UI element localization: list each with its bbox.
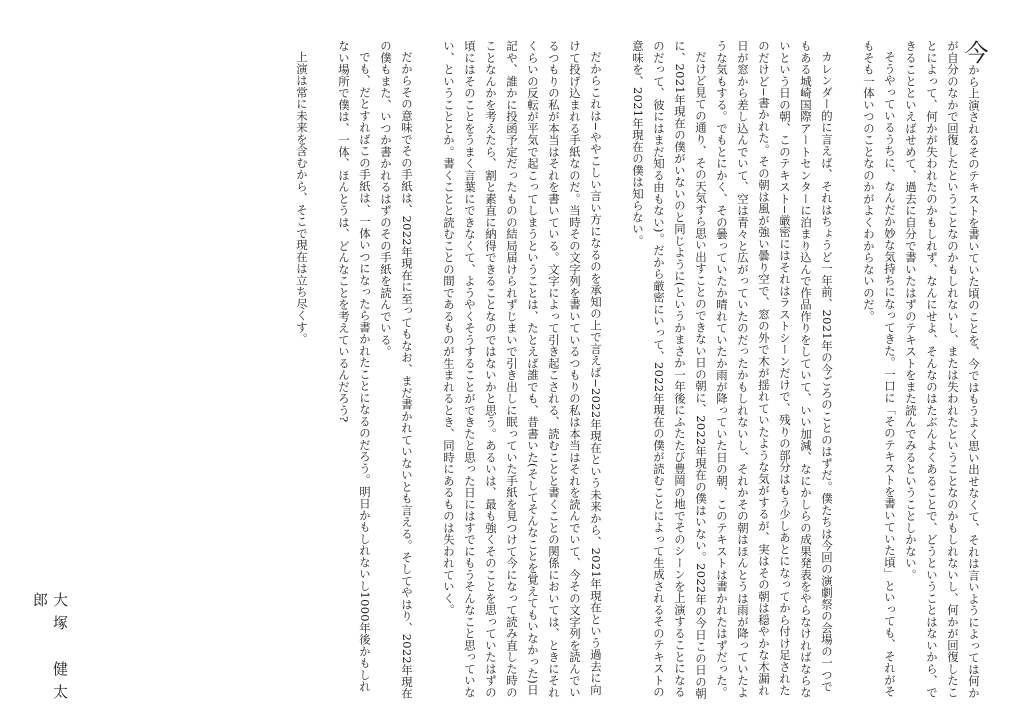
author-signature: 大塚 健太郎 [31, 592, 69, 707]
paragraph-3: カレンダー的に言えば、それはちょうど一年前、2021年の今ごろのことのはずだ。僕たちは今回の演劇祭の会場の一つでもある城崎国際アートセンターに泊まり込んで作品作りをしていて、いい加減、なにかしらの成果発表をやらなければならないという日の朝、このテキスト−厳密にはそれはラストシーンだけで、残りの部分はもう少しあとになってから付け足されたのだけど−書かれた。その朝は風が強い曇り空で、窓の外で木が揺れていたような気がするが、実はその朝は穏やかな木漏れ日が窓から差し込んでいて、空は青々と広がっていたのだったかもしれないし、それかその朝はほんとうは雨が降っていたような気もする。でもとにかく、その曇っていたか晴れていたか雨が降っていた日の朝、このテキストは書かれたはずだった。 [715, 40, 834, 698]
paragraph-1-text: から上演されるそのテキストを書いていた頃のことを、今ではもうよく思い出せなくて、それは言いようによっては何かが自分のなかで回復したということなのかもしれないし、または失われたということなのかもしれないし、何かが回復したことによって、何かが失われたのかもしれず、なんにせよ、そんなのはたぶんよくあることで、どうということはないから、できることといえばせめて、過去に自分で書いたはずのテキストをまた読んでみるということしかない。 [904, 40, 981, 699]
paragraph-1 [900, 40, 988, 700]
opening-character: 今 [960, 40, 988, 64]
paragraph-4: だけど見ての通り、その天気すら思い出すことのできない日の朝に、2022年現在の僕はいない。2022年の今日この日の朝に、2021年現在の僕がいないのと同じように(というかまさか一年後にふたたび豊岡の地でそのシーンを上演することになるのだって、彼にはまだ知る由もない)。だから厳密にいって、2022年現在の僕が読むことによって生成されるそのテキストの意味を、2021年現在の僕は知らない。 [631, 40, 708, 700]
paragraph-2: そうやっているうちに、なんだか妙な気持ちになってきた。一口に「そのテキストを書いていた頃」といっても、それがそもそも一体いつのことなのかがよくわからないのだ。 [862, 40, 897, 698]
paragraph-6: だからその意味でその手紙は、2022年現在に至ってもなお、まだ書かれていないとも言える。そしてやはり、2022年現在の僕もまた、いつか書かれるはずのその手紙を読んでいる。 [379, 40, 414, 700]
paragraph-8: 上演は常に未来を含むから、そこで現在は立ち尽くす。 [295, 51, 309, 346]
paragraph-5: だからこれは−ややこしい言い方になるのを承知の上で言えば−2022年現在という未来から、2021年現在という過去に向けて投げ込まれる手紙なのだ。当時その文字列を書いているつもりの私は本当はそれを読んでいて、今その文字列を読んでいるつもりの私が本当はそれを書いている。文字によって引き起こされる、読むことと書くことの関係においては、ときにそれくらいの反転が平気で起こってしまうということは、たとえば誰でも、昔書いた(そしてそんなことを覚えてもいなかった)日記や、誰かに投函予定だったものの結局届けられずじまいで引き出しに眠っていた手紙を見つけて今になって読み直した時のことなんかを考えたら、割と素直に納得できることなのではないかと思う。あるいは、最も強くそのことを思っていたはずの頃にはそのことをうまく言葉にできなくて、ようやくそうすることができたと思った日にはすでにもうそんなこと思っていない、ということとか。書くことと読むことの間であるものが生まれるとき、同時にあるものは失われていく。 [442, 40, 603, 698]
paragraph-7: でも、だとすればこの手紙は、一体いつになったら書かれたことになるのだろう。明日かもしれないし1000年後かもしれない場所で僕は、一体、ほんとうは、どんなことを考えているんだろう? [337, 40, 372, 693]
vertical-text-body [34, 40, 988, 700]
